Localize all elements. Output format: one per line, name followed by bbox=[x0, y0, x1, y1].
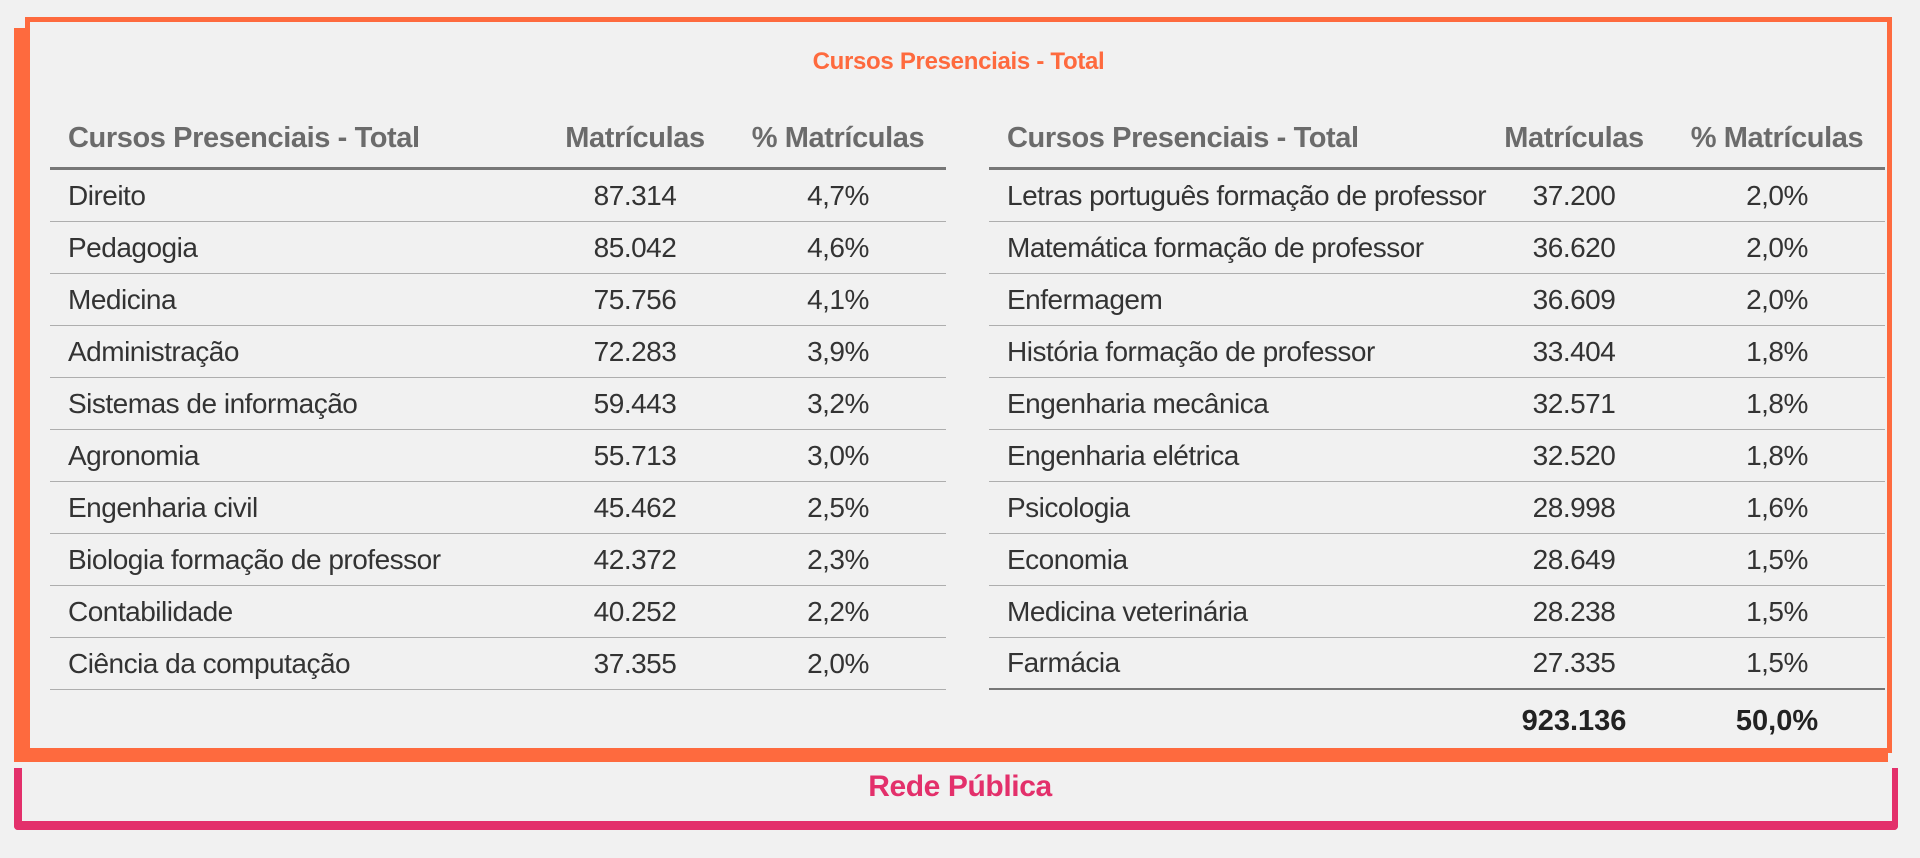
pct-value: 2,0% bbox=[1746, 179, 1808, 211]
course-name: Administração bbox=[68, 335, 239, 367]
pct-value: 1,8% bbox=[1746, 387, 1808, 419]
table-row bbox=[50, 326, 946, 378]
enrollments-value: 28.649 bbox=[1532, 543, 1616, 575]
header-enrollments: Matrículas bbox=[1504, 122, 1644, 154]
table-row bbox=[50, 170, 946, 222]
pct-value: 4,7% bbox=[807, 179, 869, 211]
table-row bbox=[50, 534, 946, 586]
enrollments-value: 42.372 bbox=[593, 543, 677, 575]
pct-value: 2,0% bbox=[807, 647, 869, 679]
enrollments-value: 32.571 bbox=[1532, 387, 1616, 419]
course-name: Enfermagem bbox=[1007, 283, 1163, 315]
table-row bbox=[50, 222, 946, 274]
table-row bbox=[50, 378, 946, 430]
table-row bbox=[50, 638, 946, 690]
course-name: Pedagogia bbox=[68, 231, 198, 263]
table-row bbox=[50, 482, 946, 534]
pct-value: 3,9% bbox=[807, 335, 869, 367]
table-row bbox=[989, 482, 1885, 534]
panel-title: Cursos Presenciais - Total bbox=[812, 48, 1105, 75]
pct-value: 2,0% bbox=[1746, 283, 1808, 315]
pct-value: 4,1% bbox=[807, 283, 869, 315]
total-enrollments: 923.136 bbox=[1521, 704, 1627, 737]
course-name: Sistemas de informação bbox=[68, 387, 358, 419]
course-name: Engenharia mecânica bbox=[1007, 387, 1269, 419]
pct-value: 2,2% bbox=[807, 595, 869, 627]
course-name: Biologia formação de professor bbox=[68, 543, 441, 575]
course-name: Contabilidade bbox=[68, 595, 233, 627]
table-header bbox=[50, 110, 946, 170]
table-row bbox=[50, 430, 946, 482]
table-row bbox=[989, 534, 1885, 586]
table-row bbox=[989, 326, 1885, 378]
table-row bbox=[989, 170, 1885, 222]
enrollments-value: 37.355 bbox=[593, 647, 677, 679]
course-name: Letras português formação de professor bbox=[1007, 179, 1487, 211]
enrollments-value: 55.713 bbox=[593, 439, 677, 471]
right-table bbox=[989, 110, 1885, 752]
enrollments-value: 45.462 bbox=[593, 491, 677, 523]
table-header bbox=[989, 110, 1885, 170]
enrollments-value: 85.042 bbox=[593, 231, 677, 263]
pct-value: 4,6% bbox=[807, 231, 869, 263]
course-name: Matemática formação de professor bbox=[1007, 231, 1424, 263]
course-name: Economia bbox=[1007, 543, 1128, 575]
header-course: Cursos Presenciais - Total bbox=[68, 122, 420, 154]
enrollments-value: 40.252 bbox=[593, 595, 677, 627]
table-row bbox=[989, 638, 1885, 690]
enrollments-value: 32.520 bbox=[1532, 439, 1616, 471]
enrollments-value: 33.404 bbox=[1532, 335, 1616, 367]
course-name: Agronomia bbox=[68, 439, 199, 471]
enrollments-value: 59.443 bbox=[593, 387, 677, 419]
table-row bbox=[50, 274, 946, 326]
table-body bbox=[50, 170, 946, 690]
network-label: Rede Pública bbox=[868, 770, 1052, 803]
course-name: Ciência da computação bbox=[68, 647, 351, 679]
pct-value: 1,8% bbox=[1746, 335, 1808, 367]
table-row bbox=[989, 430, 1885, 482]
pct-value: 1,8% bbox=[1746, 439, 1808, 471]
pct-value: 2,5% bbox=[807, 491, 869, 523]
header-enrollments: Matrículas bbox=[565, 122, 705, 154]
course-name: Direito bbox=[68, 179, 146, 211]
total-row bbox=[989, 690, 1885, 752]
header-pct: % Matrículas bbox=[751, 122, 925, 154]
table-row bbox=[989, 222, 1885, 274]
pct-value: 2,3% bbox=[807, 543, 869, 575]
enrollments-value: 28.998 bbox=[1532, 491, 1616, 523]
course-name: Engenharia civil bbox=[68, 491, 258, 523]
table-body bbox=[989, 170, 1885, 690]
pct-value: 1,5% bbox=[1746, 543, 1808, 575]
enrollments-value: 72.283 bbox=[593, 335, 677, 367]
course-name: Farmácia bbox=[1007, 647, 1120, 678]
course-name: História formação de professor bbox=[1007, 335, 1375, 367]
header-pct: % Matrículas bbox=[1690, 122, 1864, 154]
enrollments-value: 36.609 bbox=[1532, 283, 1616, 315]
table-row bbox=[50, 586, 946, 638]
pct-value: 1,5% bbox=[1746, 647, 1808, 678]
pct-value: 1,5% bbox=[1746, 595, 1808, 627]
table-row bbox=[989, 586, 1885, 638]
header-course: Cursos Presenciais - Total bbox=[1007, 122, 1359, 154]
course-name: Medicina bbox=[68, 283, 177, 315]
enrollments-value: 75.756 bbox=[593, 283, 677, 315]
table-row bbox=[989, 274, 1885, 326]
courses-panel bbox=[25, 17, 1892, 753]
enrollments-value: 36.620 bbox=[1532, 231, 1616, 263]
course-name: Psicologia bbox=[1007, 491, 1130, 523]
enrollments-value: 27.335 bbox=[1532, 647, 1616, 678]
pct-value: 2,0% bbox=[1746, 231, 1808, 263]
pct-value: 3,2% bbox=[807, 387, 869, 419]
pct-value: 3,0% bbox=[807, 439, 869, 471]
enrollments-value: 87.314 bbox=[593, 179, 677, 211]
total-pct: 50,0% bbox=[1735, 704, 1819, 737]
course-name: Engenharia elétrica bbox=[1007, 439, 1239, 471]
left-table bbox=[50, 110, 946, 690]
enrollments-value: 37.200 bbox=[1532, 179, 1616, 211]
course-name: Medicina veterinária bbox=[1007, 595, 1248, 627]
pct-value: 1,6% bbox=[1746, 491, 1808, 523]
table-row bbox=[989, 378, 1885, 430]
enrollments-value: 28.238 bbox=[1532, 595, 1616, 627]
